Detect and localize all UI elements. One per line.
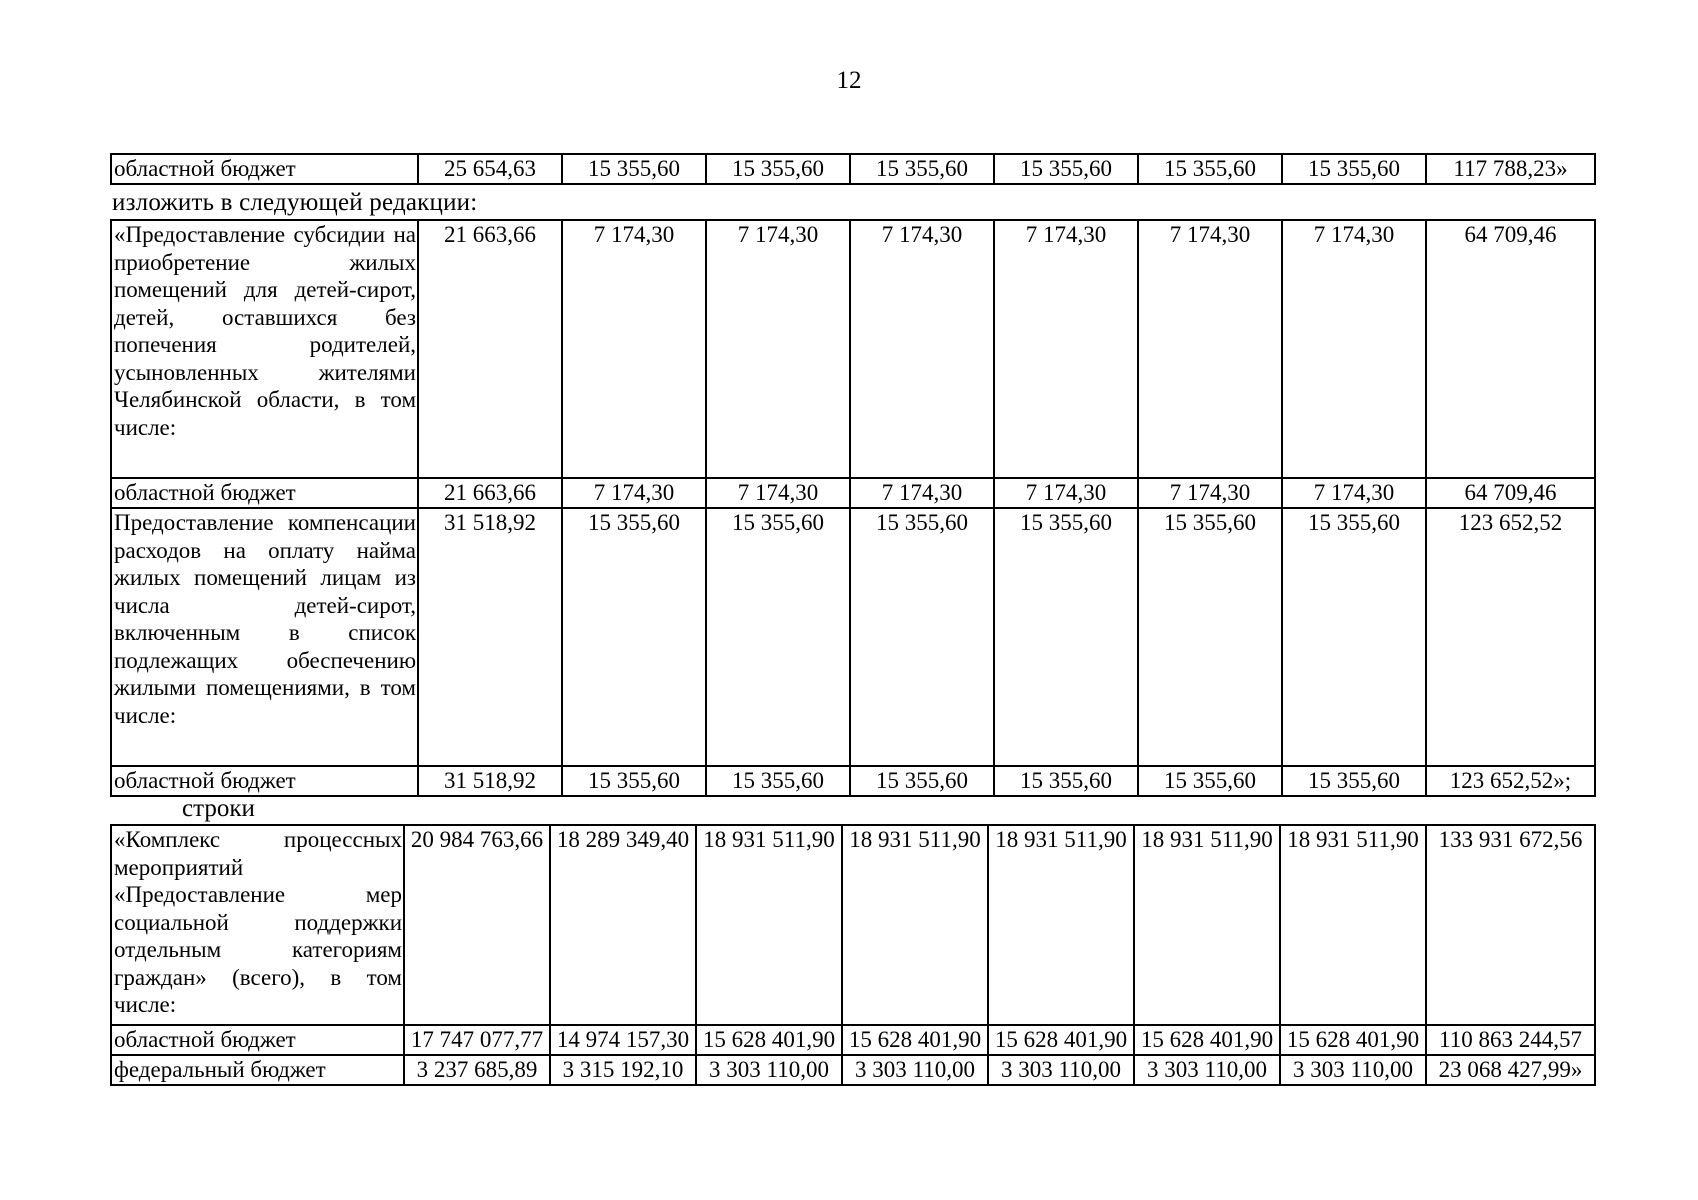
table-cell: 7 174,30 bbox=[1138, 478, 1282, 508]
table-cell: 31 518,92 bbox=[418, 508, 562, 766]
table-cell: 7 174,30 bbox=[1282, 220, 1426, 478]
table-cell: 3 303 110,00 bbox=[988, 1055, 1134, 1085]
table-cell: 18 931 511,90 bbox=[696, 825, 842, 1025]
table-cell: 3 303 110,00 bbox=[1134, 1055, 1280, 1085]
row-label: областной бюджет bbox=[111, 1025, 404, 1055]
table-cell: 15 355,60 bbox=[994, 154, 1138, 184]
table-cell: 15 355,60 bbox=[850, 508, 994, 766]
table-cell: 3 303 110,00 bbox=[696, 1055, 842, 1085]
section-label: строки bbox=[182, 795, 255, 822]
table-cell: 15 355,60 bbox=[850, 766, 994, 796]
table-cell: 7 174,30 bbox=[994, 220, 1138, 478]
table-cell: 17 747 077,77 bbox=[404, 1025, 550, 1055]
row-label: Предоставление компенсации расходов на оплату найма жилых помещений лицам из числа детей-сирот, включенным в список подлежащих обеспечению жилыми помещениями, в том числе: bbox=[111, 508, 418, 766]
table-cell: 15 355,60 bbox=[706, 154, 850, 184]
budget-table-continuation bbox=[110, 153, 1596, 185]
table-cell: 110 863 244,57 bbox=[1426, 1025, 1595, 1055]
table-cell: 7 174,30 bbox=[562, 478, 706, 508]
table-cell: 117 788,23» bbox=[1426, 154, 1595, 184]
instruction-text: изложить в следующей редакции: bbox=[112, 189, 478, 216]
table-cell: 21 663,66 bbox=[418, 478, 562, 508]
table-row bbox=[111, 825, 1595, 1025]
page-number: 12 bbox=[836, 67, 862, 94]
table-cell: 21 663,66 bbox=[418, 220, 562, 478]
table-cell: 3 303 110,00 bbox=[842, 1055, 988, 1085]
table-cell: 64 709,46 bbox=[1426, 478, 1595, 508]
table-cell: 15 628 401,90 bbox=[988, 1025, 1134, 1055]
table-cell: 15 355,60 bbox=[706, 766, 850, 796]
row-label: областной бюджет bbox=[111, 766, 418, 796]
table-cell: 14 974 157,30 bbox=[550, 1025, 696, 1055]
table-cell: 15 628 401,90 bbox=[1134, 1025, 1280, 1055]
row-label: «Комплекс процессных мероприятий «Предоставление мер социальной поддержки отдельным категориям граждан» (всего), в том числе: bbox=[111, 825, 404, 1025]
table-cell: 15 355,60 bbox=[1282, 154, 1426, 184]
table-cell: 3 315 192,10 bbox=[550, 1055, 696, 1085]
table-row bbox=[111, 478, 1595, 508]
table-cell: 23 068 427,99» bbox=[1426, 1055, 1595, 1085]
table-cell: 123 652,52 bbox=[1426, 508, 1595, 766]
table-cell: 7 174,30 bbox=[706, 220, 850, 478]
table-cell: 7 174,30 bbox=[850, 220, 994, 478]
table-row bbox=[111, 1025, 1595, 1055]
table-cell: 64 709,46 bbox=[1426, 220, 1595, 478]
table-row bbox=[111, 154, 1595, 184]
table-cell: 7 174,30 bbox=[994, 478, 1138, 508]
budget-table-new-edition bbox=[110, 219, 1596, 797]
table-cell: 25 654,63 bbox=[418, 154, 562, 184]
row-label: областной бюджет bbox=[111, 478, 418, 508]
table-cell: 15 355,60 bbox=[562, 154, 706, 184]
row-label: «Предоставление субсидии на приобретение жилых помещений для детей-сирот, детей, оставшихся без попечения родителей, усыновленных жителями Челябинской области, в том числе: bbox=[111, 220, 418, 478]
table-cell: 7 174,30 bbox=[562, 220, 706, 478]
table-cell: 18 289 349,40 bbox=[550, 825, 696, 1025]
table-cell: 15 355,60 bbox=[706, 508, 850, 766]
budget-table-complex-measures bbox=[110, 824, 1596, 1086]
table-cell: 15 628 401,90 bbox=[696, 1025, 842, 1055]
table-cell: 133 931 672,56 bbox=[1426, 825, 1595, 1025]
table-cell: 20 984 763,66 bbox=[404, 825, 550, 1025]
table-cell: 15 628 401,90 bbox=[842, 1025, 988, 1055]
table-cell: 31 518,92 bbox=[418, 766, 562, 796]
table-cell: 15 355,60 bbox=[562, 508, 706, 766]
table-cell: 18 931 511,90 bbox=[1134, 825, 1280, 1025]
table-cell: 15 355,60 bbox=[1282, 766, 1426, 796]
table-row bbox=[111, 766, 1595, 796]
row-label: федеральный бюджет bbox=[111, 1055, 404, 1085]
table-cell: 7 174,30 bbox=[1138, 220, 1282, 478]
table-cell: 15 355,60 bbox=[562, 766, 706, 796]
table-row bbox=[111, 508, 1595, 766]
table-cell: 15 628 401,90 bbox=[1280, 1025, 1426, 1055]
table-cell: 15 355,60 bbox=[1138, 766, 1282, 796]
table-cell: 18 931 511,90 bbox=[988, 825, 1134, 1025]
table-cell: 15 355,60 bbox=[994, 766, 1138, 796]
table-cell: 7 174,30 bbox=[706, 478, 850, 508]
table-cell: 15 355,60 bbox=[1138, 508, 1282, 766]
table-cell: 123 652,52»; bbox=[1426, 766, 1595, 796]
table-row bbox=[111, 1055, 1595, 1085]
table-cell: 15 355,60 bbox=[850, 154, 994, 184]
table-row bbox=[111, 220, 1595, 478]
table-cell: 15 355,60 bbox=[994, 508, 1138, 766]
table-cell: 18 931 511,90 bbox=[842, 825, 988, 1025]
row-label: областной бюджет bbox=[111, 154, 418, 184]
table-cell: 18 931 511,90 bbox=[1280, 825, 1426, 1025]
table-cell: 7 174,30 bbox=[850, 478, 994, 508]
table-cell: 3 303 110,00 bbox=[1280, 1055, 1426, 1085]
table-cell: 15 355,60 bbox=[1282, 508, 1426, 766]
table-cell: 3 237 685,89 bbox=[404, 1055, 550, 1085]
table-cell: 15 355,60 bbox=[1138, 154, 1282, 184]
table-cell: 7 174,30 bbox=[1282, 478, 1426, 508]
